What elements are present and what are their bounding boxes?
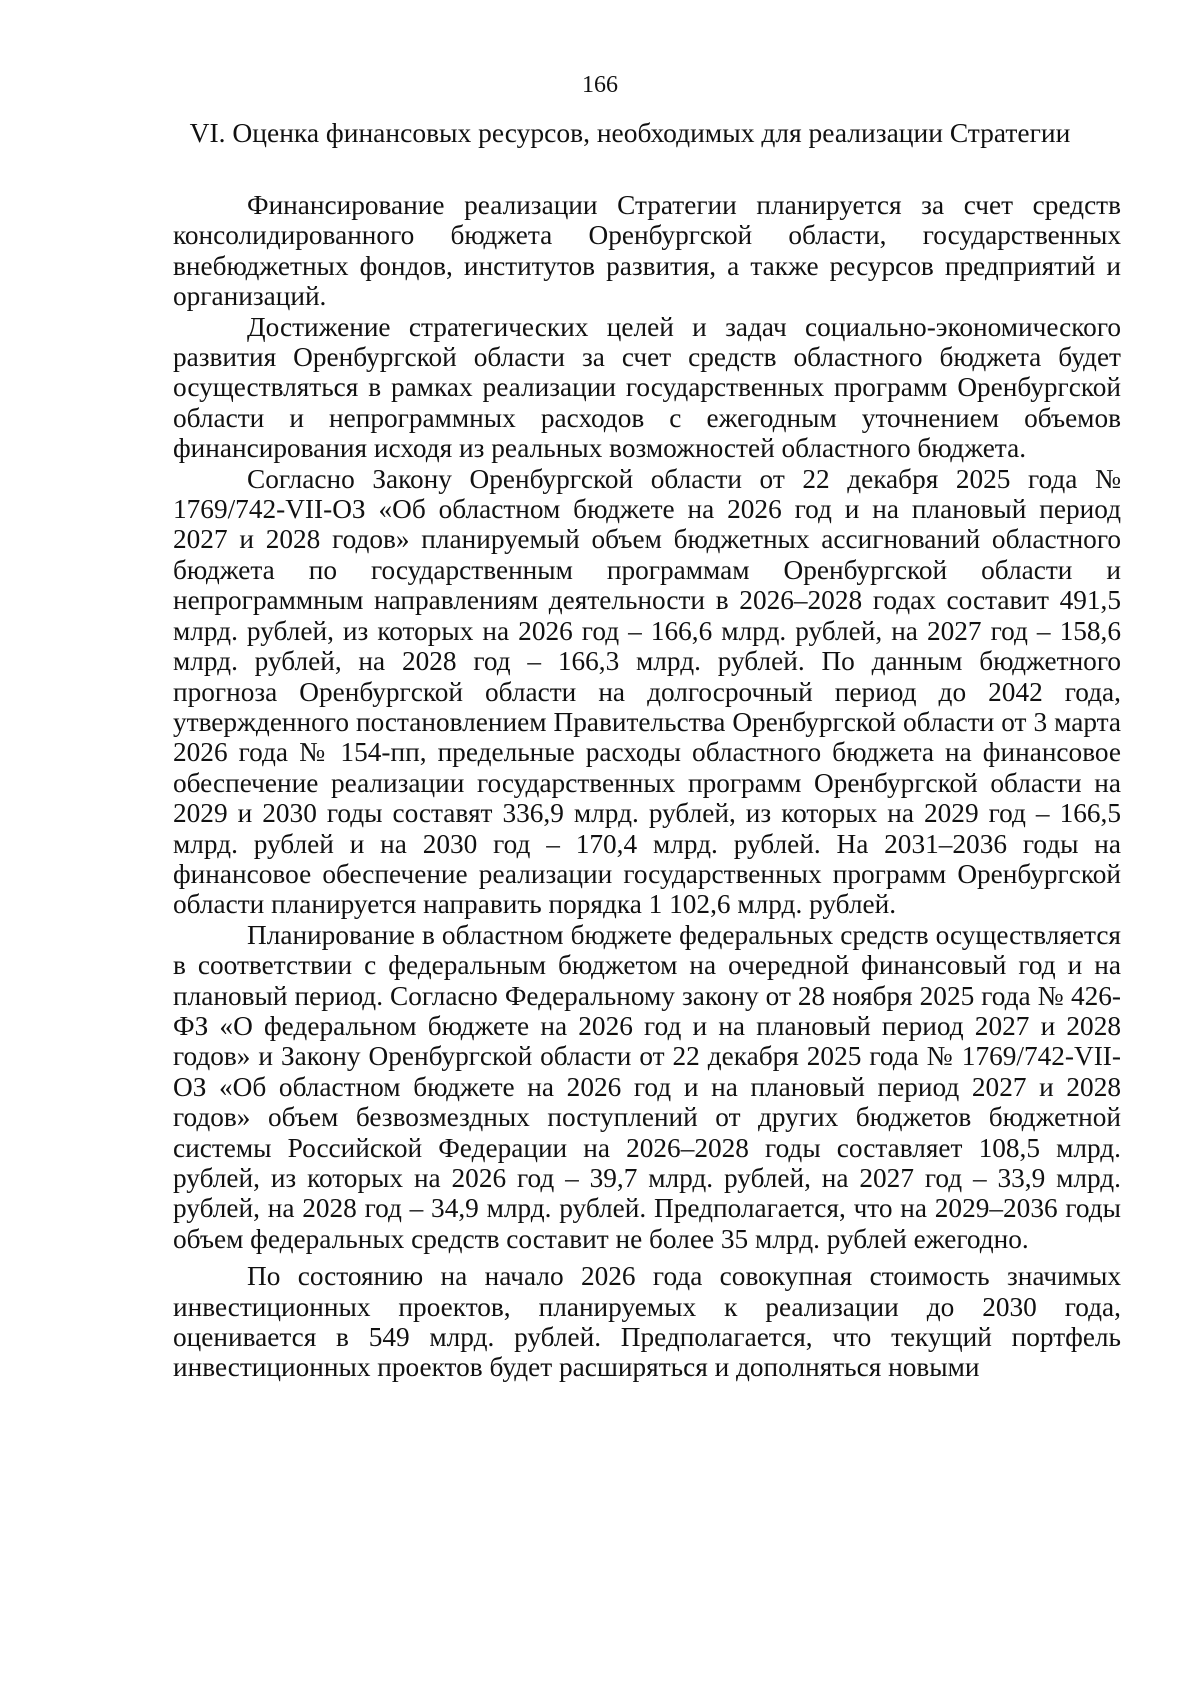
paragraph-regional-budget-law: Согласно Закону Оренбургской области от 22 декабря 2025 года № 1769/742-VII-ОЗ «Об областном бюджете на 2026 год и на плановый период 2027 и 2028 годов» планируемый объем бюджетных ассигнований областного бюджета по государственным программам Оренбургской области и непрограммным направлениям деятельности в 2026–2028 годах составит 491,5 млрд. рублей, из которых на 2026 год – 166,6 млрд. рублей, на 2027 год – 158,6 млрд. рублей, на 2028 год – 166,3 млрд. рублей. По данным бюджетного прогноза Оренбургской области на долгосрочный период до 2042 года, утвержденного постановлением Правительства Оренбургской области от 3 марта 2026 года № 154-пп, предельные расходы областного бюджета на финансовое обеспечение реализации государственных программ Оренбургской области на 2029 и 2030 годы составят 336,9 млрд. рублей, из которых на 2029 год – 166,5 млрд. рублей и на 2030 год – 170,4 млрд. рублей. На 2031–2036 годы на финансовое обеспечение реализации государственных программ Оренбургской области планируется направить порядка 1 102,6 млрд. рублей.	[173, 463, 1121, 920]
paragraph-investment-projects: По состоянию на начало 2026 года совокупная стоимость значимых инвестиционных проектов, планируемых к реализации до 2030 года, оценивается в 549 млрд. рублей. Предполагается, что текущий портфель инвестиционных проектов будет расширяться и дополняться новыми	[173, 1261, 1121, 1383]
paragraph-financing-sources: Финансирование реализации Стратегии планируется за счет средств консолидированного бюджета Оренбургской области, государственных внебюджетных фондов, институтов развития, а также ресурсов предприятий и организаций.	[173, 190, 1121, 312]
page-number: 166	[582, 72, 618, 98]
paragraph-strategic-goals: Достижение стратегических целей и задач социально-экономического развития Оренбургской области за счет средств областного бюджета будет осуществляться в рамках реализации государственных программ Оренбургской области и непрограммных расходов с ежегодным уточнением объемов финансирования исходя из реальных возможностей областного бюджета.	[173, 311, 1121, 464]
section-title: VI. Оценка финансовых ресурсов, необходимых для реализации Стратегии	[189, 117, 1071, 148]
paragraph-federal-funds: Планирование в областном бюджете федеральных средств осуществляется в соответствии с федеральным бюджетом на очередной финансовый год и на плановый период. Согласно Федеральному закону от 28 ноября 2025 года № 426-ФЗ «О федеральном бюджете на 2026 год и на плановый период 2027 и 2028 годов» и Закону Оренбургской области от 22 декабря 2025 года № 1769/742-VII-ОЗ «Об областном бюджете на 2026 год и на плановый период 2027 и 2028 годов» объем безвозмездных поступлений от других бюджетов бюджетной системы Российской Федерации на 2026–2028 годы составляет 108,5 млрд. рублей, из которых на 2026 год – 39,7 млрд. рублей, на 2027 год – 33,9 млрд. рублей, на 2028 год – 34,9 млрд. рублей. Предполагается, что на 2029–2036 годы объем федеральных средств составит не более 35 млрд. рублей ежегодно.	[173, 919, 1121, 1254]
body-text	[173, 190, 1121, 1383]
